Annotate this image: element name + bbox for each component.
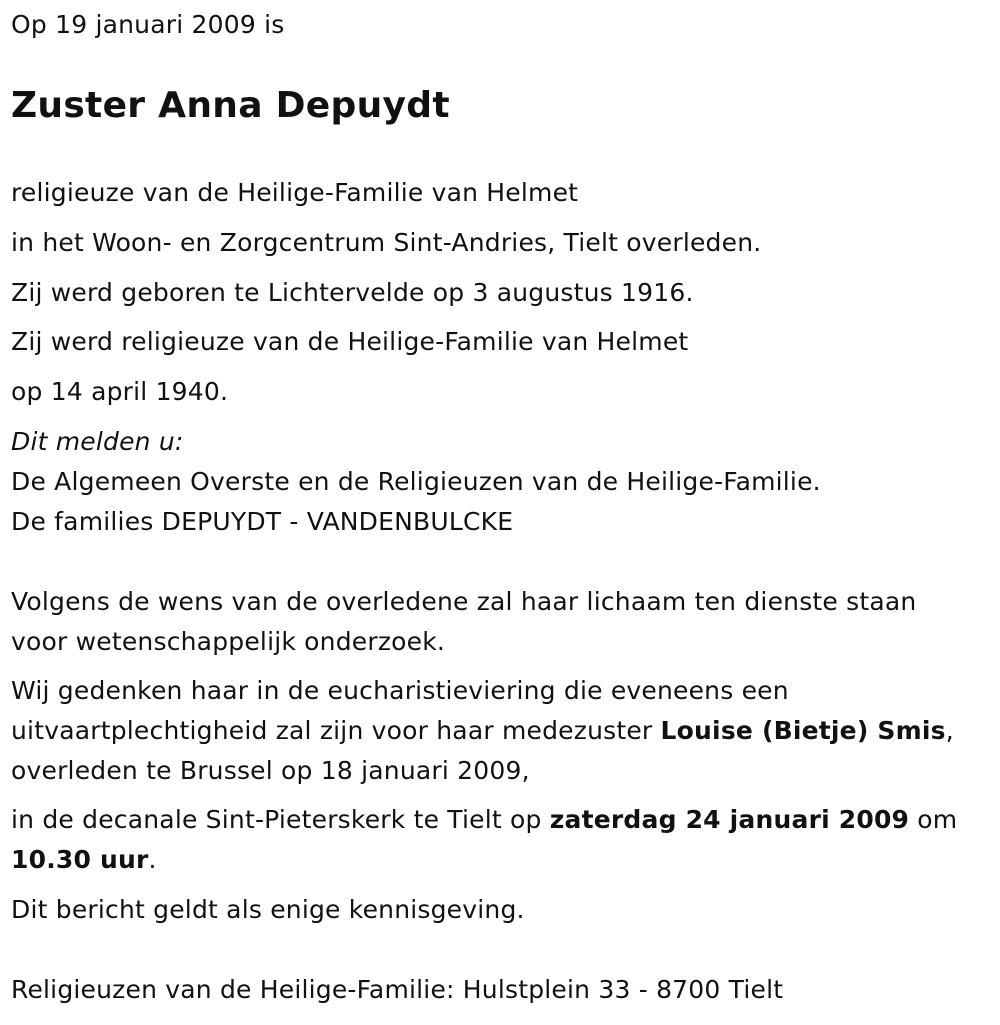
mass-line-2: [11, 716, 954, 746]
announcer-line-2: De families DEPUYDT - VANDENBULCKE: [11, 507, 514, 536]
address-line: Religieuzen van de Heilige-Familie: Hulstplein 33 - 8700 Tielt: [11, 975, 784, 1004]
mass-line-3: overleden te Brussel op 18 januari 2009,: [11, 756, 530, 785]
birth-line: Zij werd geboren te Lichtervelde op 3 augustus 1916.: [11, 278, 694, 307]
wish-line-2: voor wetenschappelijk onderzoek.: [11, 627, 446, 656]
profession-date-line: op 14 april 1940.: [11, 377, 229, 406]
announcers-label: Dit melden u:: [11, 427, 184, 456]
church-line: [11, 805, 957, 835]
notice-line: Dit bericht geldt als enige kennisgeving.: [11, 895, 525, 924]
co-sister-name: Louise (Bietje) Smis: [660, 716, 946, 745]
mass-line-2-prefix: uitvaartplechtigheid zal zijn voor haar medezuster: [11, 716, 661, 745]
deceased-name: Zuster Anna Depuydt: [11, 85, 450, 126]
time-line: [11, 845, 157, 875]
mass-line-2-suffix: ,: [945, 716, 954, 745]
wish-line-1: Volgens de wens van de overledene zal haar lichaam ten dienste staan: [11, 587, 917, 616]
order-line: religieuze van de Heilige-Familie van Helmet: [11, 178, 579, 207]
funeral-time-suffix: .: [148, 845, 157, 874]
profession-line: Zij werd religieuze van de Heilige-Familie van Helmet: [11, 327, 689, 356]
church-om: om: [909, 805, 958, 834]
church-prefix: in de decanale Sint-Pieterskerk te Tielt op: [11, 805, 550, 834]
intro-line: Op 19 januari 2009 is: [11, 10, 285, 39]
funeral-time: 10.30 uur: [11, 845, 149, 874]
mass-line-1: Wij gedenken haar in de eucharistieviering die eveneens een: [11, 676, 789, 705]
announcer-line-1: De Algemeen Overste en de Religieuzen van de Heilige-Familie.: [11, 467, 821, 496]
place-of-death-line: in het Woon- en Zorgcentrum Sint-Andries, Tielt overleden.: [11, 228, 762, 257]
funeral-date: zaterdag 24 januari 2009: [549, 805, 910, 834]
